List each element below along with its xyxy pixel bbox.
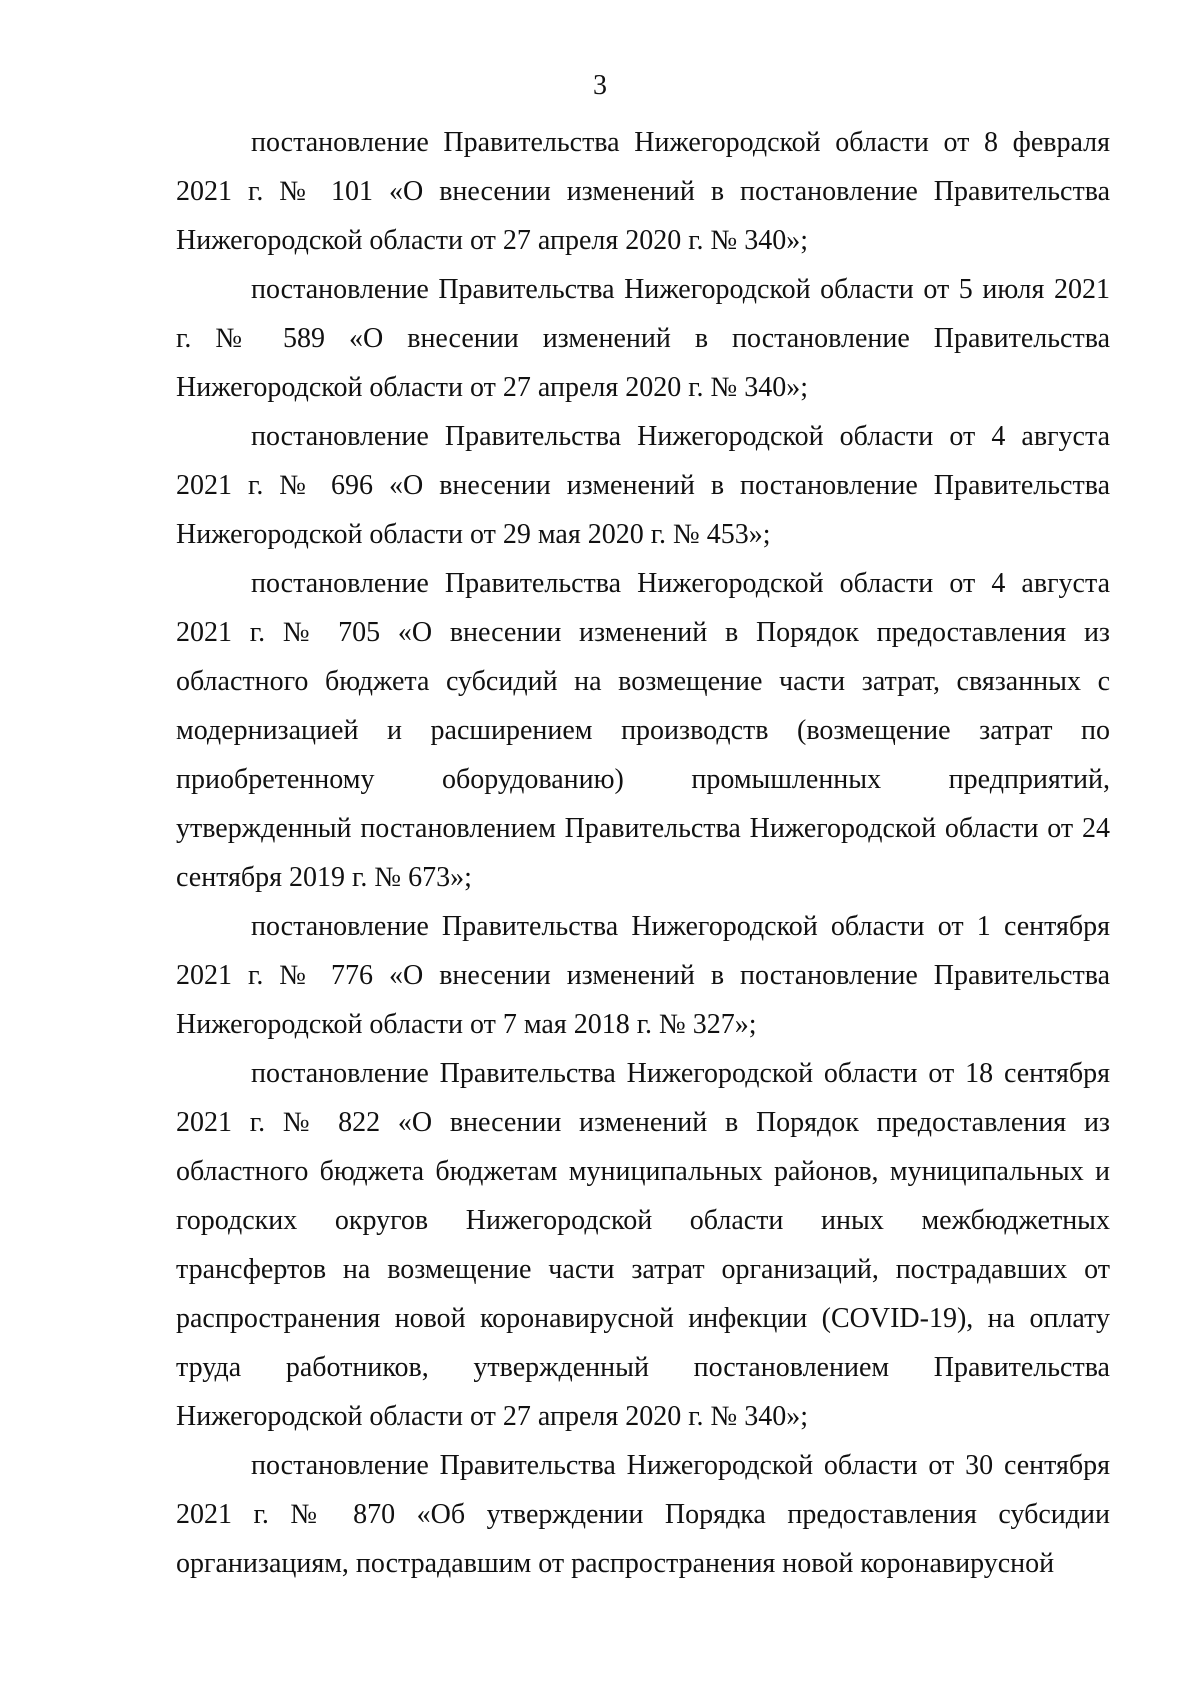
paragraph-2: постановление Правительства Нижегородской области от 5 июля 2021 г. № 589 «О внесении изменений в постановление Правительства Нижегородской области от 27 апреля 2020 г. № 340»; bbox=[176, 274, 1110, 403]
paragraph-4: постановление Правительства Нижегородской области от 4 августа 2021 г. № 705 «О внесении изменений в Порядок предоставления из областного бюджета субсидий на возмещение части затрат, связанных с модернизацией и расширением производств (возмещение затрат по приобретенному оборудованию) промышленных предприятий, утвержденный постановлением Правительства Нижегородской области от 24 сентября 2019 г. № 673»; bbox=[176, 568, 1110, 893]
paragraph-6: постановление Правительства Нижегородской области от 18 сентября 2021 г. № 822 «О внесении изменений в Порядок предоставления из областного бюджета бюджетам муниципальных районов, муниципальных и городских округов Нижегородской области иных межбюджетных трансфертов на возмещение части затрат организаций, пострадавших от распространения новой коронавирусной инфекции (COVID-19), на оплату труда работников, утвержденный постановлением Правительства Нижегородской области от 27 апреля 2020 г. № 340»; bbox=[176, 1058, 1110, 1432]
paragraph-7: постановление Правительства Нижегородской области от 30 сентября 2021 г. № 870 «Об утверждении Порядка предоставления субсидии организациям, пострадавшим от распространения новой коронавирусной bbox=[176, 1450, 1110, 1579]
paragraph-3: постановление Правительства Нижегородской области от 4 августа 2021 г. № 696 «О внесении изменений в постановление Правительства Нижегородской области от 29 мая 2020 г. № 453»; bbox=[176, 421, 1110, 550]
paragraph-1: постановление Правительства Нижегородской области от 8 февраля 2021 г. № 101 «О внесении изменений в постановление Правительства Нижегородской области от 27 апреля 2020 г. № 340»; bbox=[176, 127, 1110, 256]
document-body bbox=[176, 118, 1110, 1588]
page-number: 3 bbox=[593, 70, 607, 101]
paragraph-5: постановление Правительства Нижегородской области от 1 сентября 2021 г. № 776 «О внесении изменений в постановление Правительства Нижегородской области от 7 мая 2018 г. № 327»; bbox=[176, 911, 1110, 1040]
